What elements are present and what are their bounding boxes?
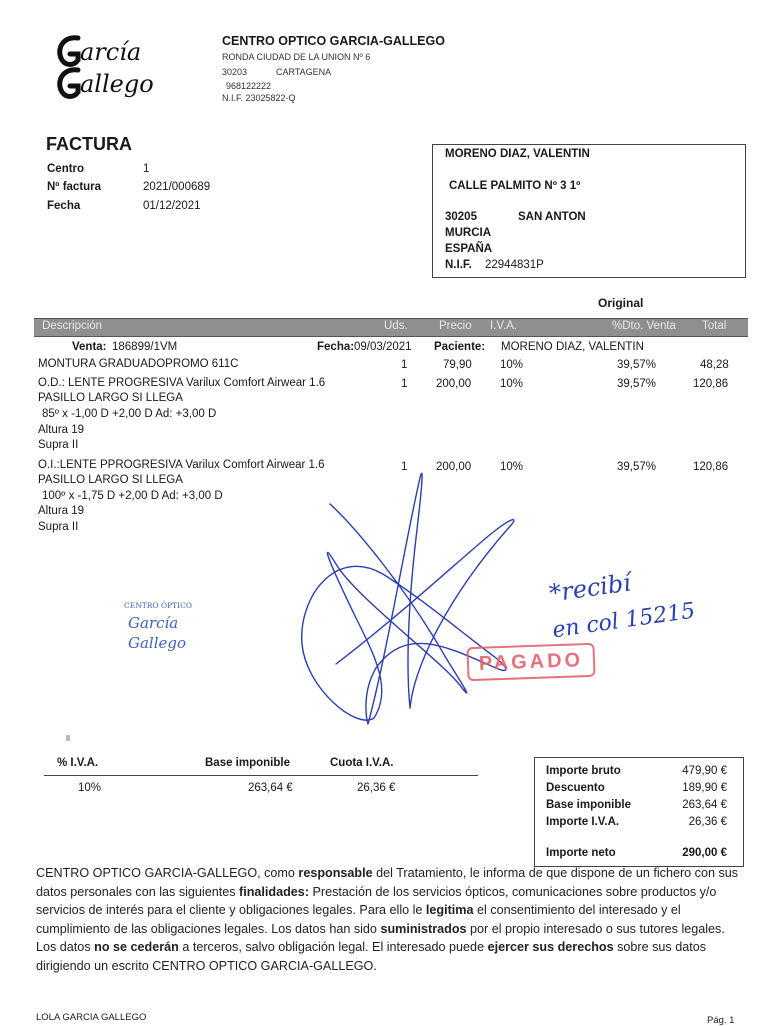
handwritten-signature (296, 468, 518, 730)
total-vat-label: Importe I.V.A. (546, 816, 620, 828)
vat-summary-divider (44, 775, 478, 776)
patient-name: MORENO DIAZ, VALENTIN (501, 341, 644, 353)
privacy-bold-5: no se cederán (94, 940, 179, 955)
vat-summary-cuota-header: Cuota I.V.A. (330, 757, 394, 769)
item-2-price: 200,00 (436, 378, 472, 390)
handwritten-note-graphic (548, 550, 748, 640)
header-description: Descripción (42, 320, 103, 332)
page-number: Pág. 1 (707, 1015, 735, 1026)
sale-number: 186899/1VM (112, 341, 178, 353)
item-3-discount: 39,57% (617, 461, 657, 473)
logo-graphic (52, 30, 172, 102)
total-net-label: Importe neto (546, 847, 616, 859)
paid-stamp: PAGADO (466, 643, 595, 681)
scan-mark (66, 735, 70, 741)
item-3-vat: 10% (500, 461, 524, 473)
company-city: CARTAGENA (276, 67, 332, 77)
invoice-number-value: 2021/000689 (143, 181, 211, 193)
company-address: RONDA CIUDAD DE LA UNION Nº 6 (222, 52, 371, 62)
client-address-box (432, 144, 746, 278)
privacy-bold-2: finalidades: (239, 884, 310, 899)
item-3-total: 120,86 (693, 461, 729, 473)
item-2-discount: 39,57% (617, 378, 657, 390)
item-2-line-1: O.D.: LENTE PROGRESIVA Varilux Comfort Airwear 1.6 (38, 377, 326, 389)
sale-date: 09/03/2021 (354, 341, 412, 353)
privacy-text-1: CENTRO OPTICO GARCIA-GALLEGO, como (36, 866, 299, 880)
svg-text:CENTRO ÓPTICO: CENTRO ÓPTICO (124, 601, 193, 610)
header-discount: %Dto. Venta (612, 320, 676, 332)
company-name: CENTRO OPTICO GARCIA-GALLEGO (222, 34, 445, 48)
item-3-price: 200,00 (436, 461, 472, 473)
client-nif-label: N.I.F. (445, 259, 472, 271)
handwritten-note (548, 550, 748, 640)
svg-text:García: García (128, 614, 179, 632)
svg-text:arcía: arcía (80, 38, 142, 66)
company-phone: 968122222 (226, 81, 272, 91)
item-2-line-4: Altura 19 (38, 424, 85, 436)
vat-summary-cuota: 26,36 € (357, 782, 396, 794)
item-2-total: 120,86 (693, 378, 729, 390)
company-nif: N.I.F. 23025822-Q (222, 93, 296, 103)
item-1-units: 1 (401, 359, 408, 371)
total-gross-value: 479,90 € (682, 765, 727, 777)
total-base-value: 263,64 € (682, 799, 727, 811)
header-vat: I.V.A. (490, 320, 518, 332)
client-name: MORENO DIAZ, VALENTIN (445, 148, 590, 160)
invoice-date-value: 01/12/2021 (143, 200, 201, 212)
privacy-bold-3: legitima (425, 903, 474, 918)
header-units: Uds. (384, 320, 408, 332)
vat-summary-pct: 10% (78, 782, 102, 794)
item-1-line-1: MONTURA GRADUADOPROMO 611C (38, 358, 239, 370)
privacy-text-3: Prestación de los servicios ópticos, comunicaciones sobre productos y/o servicios de interés para el cliente y obligaciones legales. Para ello le (36, 884, 717, 918)
item-2-line-5: Supra II (38, 439, 79, 451)
vat-summary-pct-header: % I.V.A. (57, 757, 99, 769)
total-net-value: 290,00 € (682, 847, 727, 859)
footer-owner: LOLA GARCIA GALLEGO (36, 1012, 147, 1023)
total-gross-label: Importe bruto (546, 765, 621, 777)
svg-text:Gallego: Gallego (128, 634, 187, 652)
sale-label: Venta: (72, 341, 107, 353)
privacy-text-5: por el propio interesado o sus tutores legales. Los datos (36, 921, 725, 955)
client-nif: 22944831P (485, 259, 544, 271)
patient-label: Paciente: (434, 341, 486, 353)
item-3-line-3: 100º x -1,75 D +2,00 D Ad: +3,00 D (42, 490, 223, 502)
header-total: Total (702, 320, 727, 332)
total-base-label: Base imponible (546, 799, 631, 811)
invoice-date-label: Fecha (47, 200, 81, 212)
item-2-line-2: PASILLO LARGO SI LLEGA (38, 392, 183, 404)
header-price: Precio (439, 320, 472, 332)
total-discount-label: Descuento (546, 782, 605, 794)
svg-text:*recibí: *recibí (548, 568, 633, 608)
invoice-number-label: Nº factura (47, 181, 102, 193)
vat-summary-base-header: Base imponible (205, 757, 290, 769)
privacy-bold-4: suministrados (380, 921, 467, 936)
client-country: ESPAÑA (445, 243, 493, 255)
total-vat-value: 26,36 € (688, 816, 727, 828)
item-1-vat: 10% (500, 359, 524, 371)
client-province: MURCIA (445, 227, 491, 239)
signature-graphic (296, 468, 518, 730)
privacy-bold-6: ejercer sus derechos (487, 940, 614, 955)
line-items-header (34, 318, 748, 337)
centro-value: 1 (143, 163, 150, 175)
item-2-vat: 10% (500, 378, 524, 390)
item-1-discount: 39,57% (617, 359, 657, 371)
item-3-line-4: Altura 19 (38, 505, 85, 517)
privacy-notice (36, 864, 746, 976)
client-street: CALLE PALMITO Nº 3 1º (449, 180, 581, 192)
centro-label: Centro (47, 163, 85, 175)
company-logo (52, 30, 172, 102)
privacy-bold-1: responsable (298, 866, 373, 880)
totals-box (534, 757, 744, 867)
item-2-line-3: 85º x -1,00 D +2,00 D Ad: +3,00 D (42, 408, 217, 420)
item-1-total: 48,28 (700, 359, 729, 371)
item-3-line-2: PASILLO LARGO SI LLEGA (38, 474, 183, 486)
item-3-line-5: Supra II (38, 521, 79, 533)
svg-text:en col 15215: en col 15215 (550, 598, 697, 640)
company-stamp (116, 598, 200, 658)
copy-label: Original (598, 296, 644, 310)
client-city: SAN ANTON (518, 211, 586, 223)
item-3-line-1: O.I.:LENTE PPROGRESIVA Varilux Comfort Airwear 1.6 (38, 459, 325, 471)
privacy-text-7: sobre sus datos dirigiendo un escrito CENTRO OPTICO GARCIA-GALLEGO. (36, 940, 706, 973)
privacy-text-4: el consentimiento del interesado y el cumplimiento de las obligaciones legales. Los datos han sido (36, 903, 681, 936)
vat-summary-base: 263,64 € (248, 782, 293, 794)
privacy-text-6: a terceros, salvo obligación legal. El interesado puede (178, 940, 488, 955)
company-postal-code: 30203 (222, 67, 248, 77)
item-2-units: 1 (401, 378, 408, 390)
svg-text:allego: allego (80, 70, 154, 98)
item-1-price: 79,90 (443, 359, 472, 371)
total-discount-value: 189,90 € (682, 782, 727, 794)
client-postal-code: 30205 (445, 211, 477, 223)
company-stamp-graphic (116, 598, 200, 658)
privacy-text-2: del Tratamiento, le informa de que dispone de un fichero con sus datos personales con las siguientes (36, 866, 739, 899)
sale-date-label: Fecha: (317, 341, 355, 353)
invoice-title: FACTURA (46, 134, 132, 154)
item-3-units: 1 (401, 461, 408, 473)
